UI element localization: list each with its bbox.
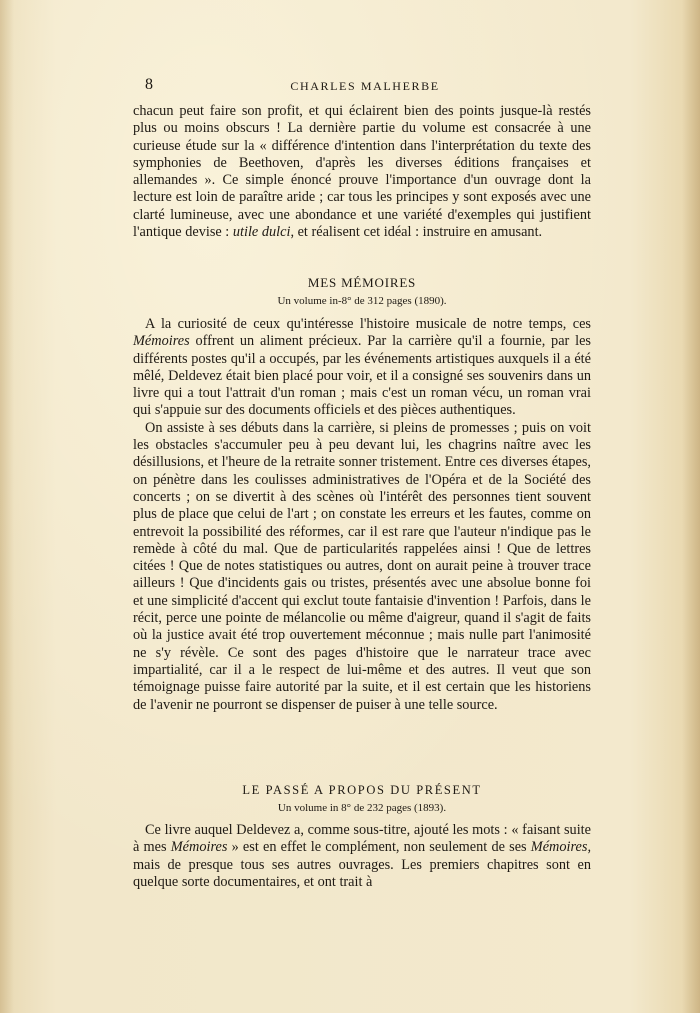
paragraph-text: Ce livre auquel Deldevez a, comme sous-titre, ajouté les mots : « faisant suite à mes: [133, 822, 591, 856]
page-header: [145, 76, 585, 98]
paragraph: On assiste à ses débuts dans la carrière, si pleins de promesses ; puis on voit les obstacles s'accumuler peu à peu devant lui, les chagrins naître avec les désillusions, et l'heure de la retraite sonner tristement. Entre ces diverses étapes, on pénètre dans les coulisses administratives de l'Opéra et de la Société des concerts ; on se divertit à des scènes où l'intérêt des personnes tient souvent plus de place que celui de l'art ; on constate les erreurs et les fautes, comme on entrevoit la possibilité des réformes, car il est rare que l'auteur n'indique pas le remède à côté du mal. Que de particularités rappelées ainsi ! Que de lettres citées ! Que de notes statistiques ou autres, dont on aurait peine à trouver trace ailleurs ! Que d'incidents gais ou tristes, présentés avec une absolue bonne foi et une simplicité d'accent qui exclut toute fantaisie d'invention ! Parfois, dans le récit, perce une pointe de mélancolie ou même d'aigreur, quand il s'agit de faits où la justice avait été trop ouvertement méconnue ; mais nulle part l'animosité ne s'y révèle. Ce sont des pages d'histoire que le narrateur trace avec impartialité, car il a le respect de lui-même et des autres. Il veut que son témoignage puisse faire autorité par la suite, et il est certain que les historiens de l'avenir ne pourront se dispenser de puiser à une telle source.: [133, 419, 591, 713]
section-subtitle-memoires: Un volume in-8° de 312 pages (1890).: [277, 295, 447, 307]
page-edge-stain: [0, 0, 14, 1013]
paragraph: [133, 822, 591, 891]
section-title-memoires: MES MÉMOIRES: [307, 275, 417, 290]
paragraph-text: A la curiosité de ceux qu'intéresse l'histoire musicale de notre temps, ces: [145, 316, 591, 332]
intro-text-2: , et réalisent cet idéal : instruire en amusant.: [290, 224, 543, 241]
section-title-passe: LE PASSÉ A PROPOS DU PRÉSENT: [242, 783, 482, 797]
intro-paragraph: [133, 103, 591, 241]
running-head: CHARLES MALHERBE: [290, 79, 440, 93]
paragraph-text: offrent un aliment précieux. Par la carrière qu'il a fournie, par les différents postes qu'il a occupés, par les événements artistiques auxquels il a été mêlé, Deldevez était bien placé pour voir, et il a consigné ses souvenirs dans un livre qui a tout l'attrait d'un roman ; mais c'est un roman vécu, un roman vrai qui s'appuie sur des documents officiels et des pièces authentiques.: [133, 333, 591, 419]
spine-shadow: [682, 0, 700, 1013]
page-number: 8: [145, 76, 153, 93]
paragraph-text: » est en effet le complément, non seulement de ses: [227, 839, 531, 856]
paragraph-text: mais de presque tous ses autres ouvrages. Les premiers chapitres sont en quelque sorte documentaires, et ont trait à: [133, 856, 591, 890]
section-body-memoires: [133, 316, 591, 714]
italic-title: Mémoires: [170, 839, 228, 856]
section-body-passe: [133, 822, 591, 891]
intro-text-1: chacun peut faire son profit, et qui éclairent bien des points jusque-là restés plus ou moins obscurs ! La dernière partie du volume est consacrée à une curieuse étude sur la « différence d'intention dans l'interprétation du texte des symphonies de Beethoven, d'après les diverses éditions françaises et allemandes ». Ce simple énoncé prouve l'importance d'un ouvrage dont la lecture est loin de paraître aride ; car tous les principes y sont exposés avec une clarté lumineuse, avec une abondance et une variété d'exemples qui justifient l'antique devise :: [133, 103, 591, 241]
intro-motto: utile dulci: [232, 224, 291, 241]
paragraph: [133, 316, 591, 420]
italic-title: Mémoires,: [530, 839, 592, 856]
section-subtitle-passe: Un volume in 8° de 232 pages (1893).: [277, 802, 447, 814]
italic-title: Mémoires: [133, 333, 190, 350]
